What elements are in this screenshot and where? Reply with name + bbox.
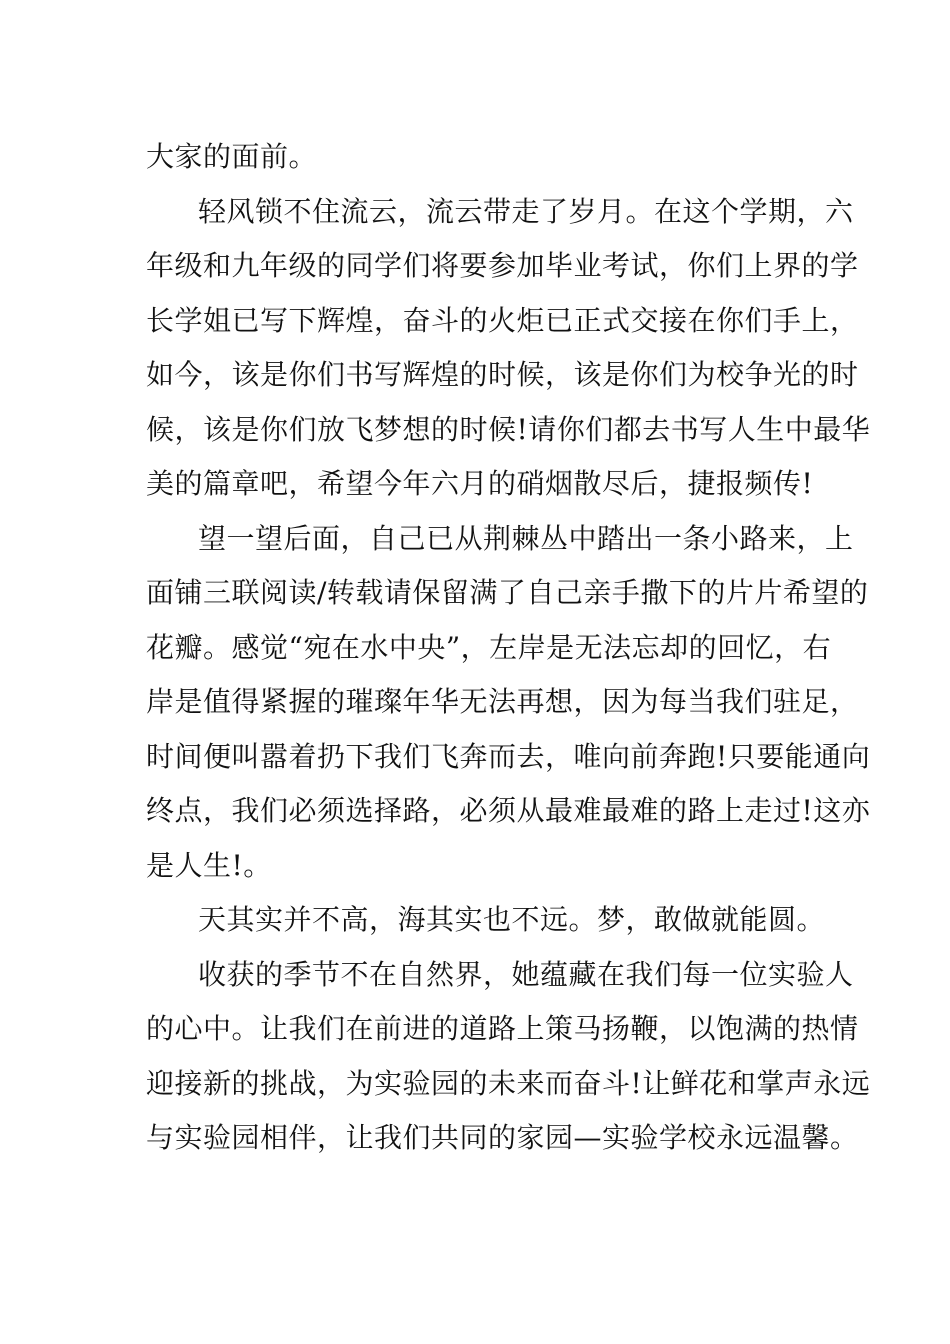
text-line: 时间便叫嚣着扔下我们飞奔而去，唯向前奔跑!只要能通向 [146, 739, 871, 773]
text-line: 的心中。让我们在前进的道路上策马扬鞭，以饱满的热情 [146, 1012, 859, 1045]
paragraph-start-line: 望一望后面，自己已从荆棘丛中踏出一条小路来，上 [198, 521, 854, 555]
document-body [146, 130, 871, 1166]
text-line: 面铺三联阅读/转载请保留满了自己亲手撒下的片片希望的 [146, 576, 869, 609]
paragraph-start-line: 天其实并不高，海其实也不远。梦，敢做就能圆。 [198, 903, 826, 936]
text-line: 与实验园相伴，让我们共同的家园—实验学校永远温馨。 [146, 1121, 859, 1154]
text-line: 迎接新的挑战，为实验园的未来而奋斗!让鲜花和掌声永远 [146, 1066, 871, 1100]
text-line: 长学姐已写下辉煌，奋斗的火炬已正式交接在你们手上， [146, 303, 859, 337]
text-line: 大家的面前。 [146, 140, 318, 173]
text-line: 岸是值得紧握的璀璨年华无法再想，因为每当我们驻足， [146, 685, 859, 718]
text-line: 如今，该是你们书写辉煌的时候，该是你们为校争光的时 [146, 358, 859, 391]
text-line: 美的篇章吧，希望今年六月的硝烟散尽后，捷报频传! [146, 467, 814, 500]
paragraph-start-line: 收获的季节不在自然界，她蕴藏在我们每一位实验人 [198, 957, 854, 991]
text-line: 花瓣。感觉“宛在水中央”，左岸是无法忘却的回忆，右 [146, 630, 832, 664]
text-line: 终点，我们必须选择路，必须从最难最难的路上走过!这亦 [146, 794, 871, 827]
text-line: 是人生!。 [146, 848, 272, 882]
text-line: 年级和九年级的同学们将要参加毕业考试，你们上界的学 [146, 249, 859, 282]
paragraph-start-line: 轻风锁不住流云，流云带走了岁月。在这个学期，六 [198, 194, 854, 228]
text-line: 候，该是你们放飞梦想的时候!请你们都去书写人生中最华 [146, 412, 871, 446]
